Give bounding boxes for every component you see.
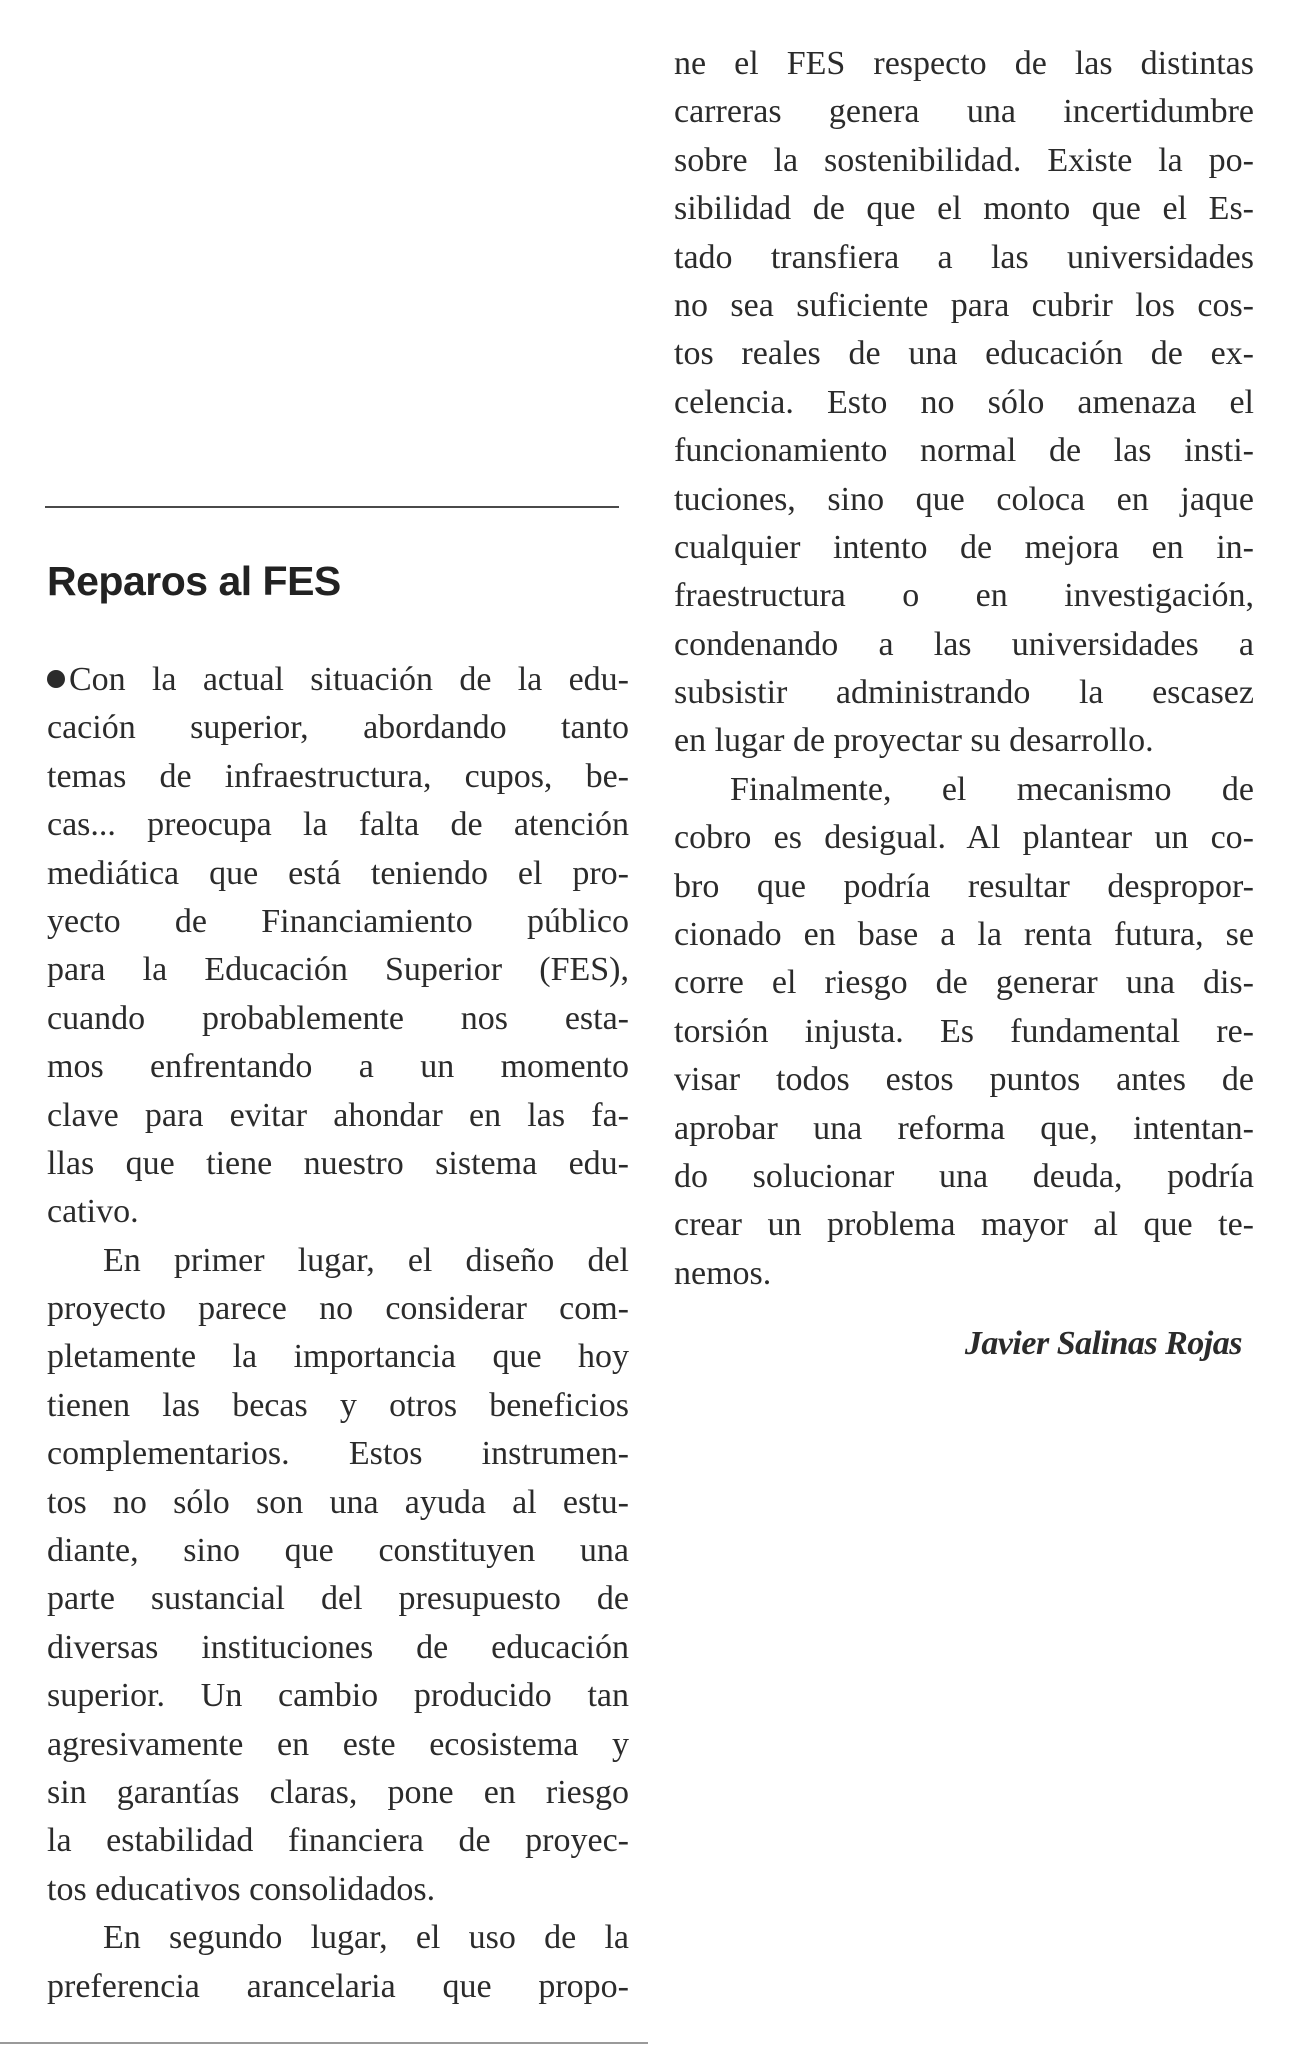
text-line: do solucionar una deuda, podría	[674, 1157, 1254, 1195]
text-line: torsión injusta. Es fundamental re-	[674, 1012, 1254, 1050]
text-line: sin garantías claras, pone en riesgo	[47, 1773, 629, 1811]
text-line: tienen las becas y otros beneficios	[47, 1386, 629, 1424]
text-line: bro que podría resultar despropor-	[674, 867, 1254, 905]
text-line: mos enfrentando a un momento	[47, 1048, 629, 1086]
text-line: diante, sino que constituyen una	[47, 1532, 629, 1570]
text-line: mediática que está teniendo el pro-	[47, 854, 629, 892]
text-line: proyecto parece no considerar com-	[47, 1290, 629, 1328]
text-line: cuando probablemente nos esta-	[47, 999, 629, 1037]
text-line: nemos.	[674, 1254, 772, 1292]
section-divider-rule	[45, 506, 619, 508]
text-line: celencia. Esto no sólo amenaza el	[674, 383, 1254, 421]
text-line: tos no sólo son una ayuda al estu-	[47, 1483, 629, 1521]
text-line: tos educativos consolidados.	[47, 1870, 436, 1908]
text-line: preferencia arancelaria que propo-	[47, 1967, 629, 2005]
text-line-content: Con la actual situación de la edu-	[69, 661, 629, 698]
text-line: En primer lugar, el diseño del	[103, 1241, 629, 1279]
text-line: En segundo lugar, el uso de la	[103, 1919, 629, 1957]
text-line: fraestructura o en investigación,	[674, 577, 1254, 615]
text-line: crear un problema mayor al que te-	[674, 1206, 1254, 1244]
text-line: cualquier intento de mejora en in-	[674, 528, 1254, 566]
text-line: parte sustancial del presupuesto de	[47, 1580, 629, 1618]
text-line: tos reales de una educación de ex-	[674, 335, 1254, 373]
text-line: corre el riesgo de generar una dis-	[674, 964, 1254, 1002]
text-line: Finalmente, el mecanismo de	[730, 770, 1254, 808]
author-signature: Javier Salinas Rojas	[964, 1325, 1242, 1362]
text-line: llas que tiene nuestro sistema edu-	[47, 1144, 629, 1182]
text-line: sibilidad de que el monto que el Es-	[674, 190, 1254, 228]
text-line: agresivamente en este ecosistema y	[47, 1725, 629, 1763]
text-line: ne el FES respecto de las distintas	[674, 45, 1254, 82]
text-line: carreras genera una incertidumbre	[674, 93, 1254, 131]
text-line: diversas instituciones de educación	[47, 1628, 629, 1666]
bullet-icon	[47, 670, 65, 688]
text-line: pletamente la importancia que hoy	[47, 1338, 629, 1376]
text-line: aprobar una reforma que, intentan-	[674, 1109, 1254, 1147]
text-line: cobro es desigual. Al plantear un co-	[674, 819, 1254, 857]
letter-body-left-column	[47, 656, 629, 2011]
text-line: cas... preocupa la falta de atención	[47, 806, 629, 844]
text-line: superior. Un cambio producido tan	[47, 1677, 629, 1715]
text-line: subsistir administrando la escasez	[674, 674, 1254, 712]
text-line: cativo.	[47, 1193, 139, 1231]
text-line: para la Educación Superior (FES),	[47, 951, 629, 989]
text-line: tado transfiera a las universidades	[674, 238, 1254, 276]
text-line: visar todos estos puntos antes de	[674, 1061, 1254, 1099]
text-line: yecto de Financiamiento público	[47, 902, 629, 940]
text-line: en lugar de proyectar su desarrollo.	[674, 722, 1154, 760]
text-line: no sea suficiente para cubrir los cos-	[674, 286, 1254, 324]
text-line: cación superior, abordando tanto	[47, 709, 629, 747]
section-title: Reparos al FES	[47, 558, 341, 604]
text-line: la estabilidad financiera de proyec-	[47, 1822, 629, 1860]
bottom-border-rule	[0, 2042, 648, 2044]
text-line: condenando a las universidades a	[674, 625, 1254, 663]
text-line: funcionamiento normal de las insti-	[674, 432, 1254, 470]
text-line: clave para evitar ahondar en las fa-	[47, 1096, 629, 1134]
text-line: sobre la sostenibilidad. Existe la po-	[674, 141, 1254, 179]
text-line: cionado en base a la renta futura, se	[674, 916, 1254, 954]
letter-body-right-column	[674, 40, 1254, 1298]
text-line: tuciones, sino que coloca en jaque	[674, 480, 1254, 518]
text-line: temas de infraestructura, cupos, be-	[47, 757, 629, 795]
text-line: complementarios. Estos instrumen-	[47, 1435, 629, 1473]
text-line	[47, 656, 629, 704]
